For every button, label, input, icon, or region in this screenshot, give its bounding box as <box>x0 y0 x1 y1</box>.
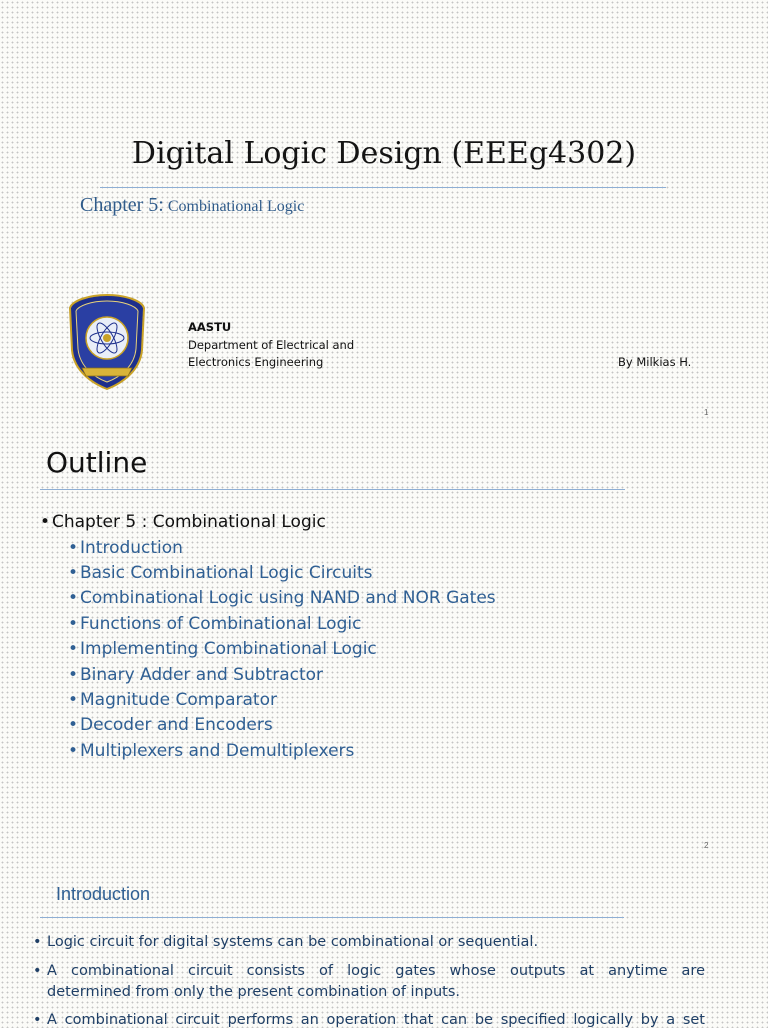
bullet-icon: • <box>68 639 79 659</box>
bullet-marker-2: • <box>33 963 42 979</box>
outline-item: • Introduction <box>68 538 183 558</box>
outline-item: • Combinational Logic using NAND and NOR Gates <box>68 588 496 608</box>
department-line-2: Electronics Engineering <box>188 355 324 369</box>
chapter-name: Combinational Logic <box>167 198 305 215</box>
bullet-icon: • <box>68 715 79 735</box>
outline-item: • Decoder and Encoders <box>68 715 273 735</box>
intro-bullet-3-line-1: A combinational circuit performs an operation that can be specified logically by a set <box>47 1012 705 1028</box>
page-number: 1 <box>704 408 709 417</box>
outline-level1-item: • Chapter 5 : Combinational Logic <box>40 512 326 532</box>
bullet-icon: • <box>40 512 51 532</box>
bullet-marker-1: • <box>33 934 42 950</box>
author: By Milkias H. <box>618 355 692 369</box>
slide-title: Outline <box>46 446 148 479</box>
bullet-icon: • <box>68 690 79 710</box>
bullet-icon: • <box>68 588 79 608</box>
department-line-1: Department of Electrical and <box>188 338 355 352</box>
outline-item: • Binary Adder and Subtractor <box>68 665 324 685</box>
slide-title: Digital Logic Design (EEEg4302) <box>131 136 637 171</box>
page-number: 2 <box>704 841 709 850</box>
outline-item: • Magnitude Comparator <box>68 690 277 710</box>
intro-bullet-2-line-2: determined from only the present combination of inputs. <box>47 984 460 1000</box>
bullet-icon: • <box>68 538 79 558</box>
intro-bullet-1: Logic circuit for digital systems can be combinational or sequential. <box>47 934 539 950</box>
outline-item: • Basic Combinational Logic Circuits <box>68 563 373 583</box>
chapter-heading <box>80 194 304 217</box>
slide-title: Introduction <box>56 884 151 904</box>
title-divider <box>40 917 624 918</box>
bullet-icon: • <box>68 563 79 583</box>
university-seal-icon <box>68 292 146 392</box>
bullet-marker-3: • <box>33 1012 42 1028</box>
bullet-icon: • <box>68 614 79 634</box>
title-divider <box>40 489 625 490</box>
bullet-icon: • <box>68 741 79 761</box>
chapter-prefix: Chapter 5: <box>80 194 164 216</box>
intro-bullet-2-line-1: A combinational circuit consists of logic gates whose outputs at anytime are <box>47 963 705 979</box>
org-name: AASTU <box>188 320 232 334</box>
outline-item: • Multiplexers and Demultiplexers <box>68 741 355 761</box>
title-divider <box>100 187 666 188</box>
bullet-icon: • <box>68 665 79 685</box>
outline-item: • Functions of Combinational Logic <box>68 614 362 634</box>
outline-item: • Implementing Combinational Logic <box>68 639 377 659</box>
